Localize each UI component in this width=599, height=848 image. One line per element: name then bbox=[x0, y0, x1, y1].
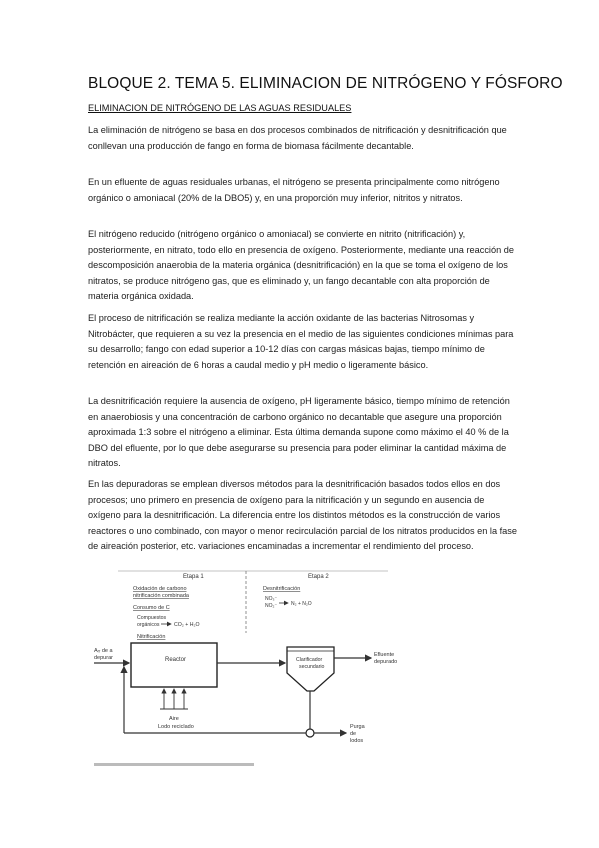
reactor-label: Reactor bbox=[165, 657, 187, 663]
purge-label-3: lodos bbox=[350, 738, 364, 744]
clarifier-label-1: Clarificador bbox=[296, 657, 323, 663]
effluent-label-1: Efluente bbox=[374, 652, 395, 658]
compounds-label-2: orgánicos bbox=[137, 622, 160, 628]
carbon-consumption-label: Consumo de C bbox=[133, 605, 170, 611]
page-title: BLOQUE 2. TEMA 5. ELIMINACION DE NITRÓGENO Y FÓSFORO bbox=[88, 75, 563, 92]
oxidation-label-1: Oxidación de carbono bbox=[133, 586, 187, 592]
paragraph-5: La desnitrificación requiere la ausencia de oxígeno, pH ligeramente básico, tiempo mínimo de retención en anaerobiosis y una concentración de carbono orgánico no decantable que asegure una proporción aproximada 1:3 sobre el nitrógeno a eliminar. Esta última demanda supone como máximo el 40 % de la DBO del efluente, por lo que debe asegurarse su presencia para poder eliminar la cantidad máxima de nitratos. bbox=[88, 396, 510, 469]
oxidation-label-2: nitrificación combinada bbox=[133, 593, 189, 599]
purge-label-2: de bbox=[350, 731, 357, 737]
influent-label-1: Aᵣᵣ de a bbox=[94, 648, 113, 654]
denitrification-label: Desnitrificación bbox=[263, 586, 301, 592]
section-heading: ELIMINACION DE NITRÓGENO DE LAS AGUAS RESIDUALES bbox=[88, 103, 352, 113]
reactor-box bbox=[131, 643, 217, 687]
den-products-label: N₂ + N₂O bbox=[291, 601, 312, 607]
stage-2-label: Etapa 2 bbox=[308, 574, 329, 580]
compounds-label-1: Compuestos bbox=[137, 615, 167, 621]
paragraph-6: En las depuradoras se emplean diversos métodos para la desnitrificación basados todos ellos en dos procesos; uno primero en presencia de oxígeno para la nitrificación y un segundo en ausencia de oxígeno para la desnitrificación. La diferencia entre los distintos métodos es la construcción de varios reactores o uno combinado, con mayor o menor recirculación parcial de los nitratos producidos en la fase de aireación posterior, etc. variaciones encaminadas a incrementar el rendimiento del proceso. bbox=[88, 479, 517, 552]
clarifier-label-2: secundario bbox=[299, 664, 325, 670]
caption-strip bbox=[94, 763, 254, 766]
recycled-sludge-label: Lodo reciclado bbox=[158, 724, 194, 730]
influent-label-2: depurar bbox=[94, 655, 113, 661]
sludge-pump bbox=[306, 729, 314, 737]
paragraph-2: En un efluente de aguas residuales urbanas, el nitrógeno se presenta principalmente como nitrógeno orgánico o amoniacal (20% de la DBO5) y, en una proporción muy inferior, nitritos y nitratos. bbox=[88, 177, 500, 203]
stage-1-label: Etapa 1 bbox=[183, 574, 204, 580]
process-diagram-svg bbox=[88, 563, 413, 771]
co2-h2o-label: CO₂ + H₂O bbox=[174, 622, 200, 628]
paragraph-3: El nitrógeno reducido (nitrógeno orgánico o amoniacal) se convierte en nitrito (nitrificación) y, posteriormente, en nitrato, todo ello en presencia de oxígeno. Posteriormente, mediante una reacción de descomposición anaerobia de la materia orgánica (desnitrificación) en la que se toma el oxígeno de los nitratos, se produce nitrógeno gas, que es eliminado y, un fango decantable con alta proporción de materia orgánica oxidada. bbox=[88, 229, 514, 302]
paragraph-4: El proceso de nitrificación se realiza mediante la acción oxidante de las bacterias Nitrosomas y Nitrobácter, que requieren a su vez la presencia en el medio de las siguientes condiciones mínimas para su desarrollo; fango con edad superior a 10-12 días con cargas másicas bajas, tiempo mínimo de retención en aireación de 6 horas a caudal medio y pH medio o ligeramente básico. bbox=[88, 313, 514, 370]
den-no3-label: NO₃⁻ bbox=[265, 596, 278, 602]
purge-label-1: Purga bbox=[350, 724, 365, 730]
paragraph-1: La eliminación de nitrógeno se basa en dos procesos combinados de nitrificación y desnitrificación que conllevan una producción de fango en forma de biomasa fácilmente decantable. bbox=[88, 125, 507, 151]
effluent-label-2: depurado bbox=[374, 659, 398, 665]
air-label: Aire bbox=[169, 716, 179, 722]
nitrification-label: Nitrificación bbox=[137, 634, 166, 640]
den-no2-label: NO₂⁻ bbox=[265, 603, 278, 609]
nitrogen-removal-diagram bbox=[88, 563, 413, 771]
